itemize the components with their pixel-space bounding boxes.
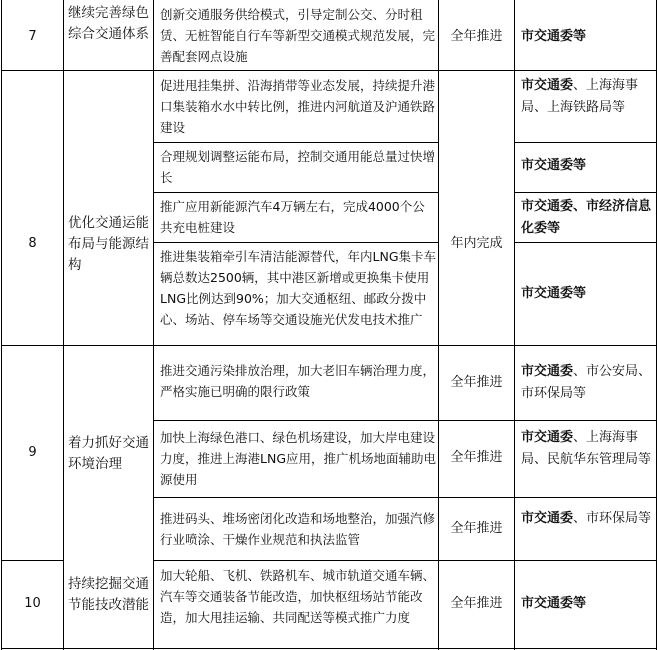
row-number: 9 <box>28 445 37 460</box>
task-text: 推进交通污染排放治理，加大老旧车辆治理力度，严格实施已明确的限行政策 <box>160 363 436 399</box>
table-hline <box>153 420 657 421</box>
table-hline <box>1 560 64 561</box>
task-text: 创新交通服务供给模式，引导定制公交、分时租赁、无桩智能自行车等新型交通模式规范发展，完善配套网点设施 <box>160 7 436 64</box>
responsible-dept <box>521 155 653 177</box>
table-hline <box>153 142 439 143</box>
task-text: 合理规划调整运能布局，控制交通用能总量过快增长 <box>160 149 436 185</box>
lead-dept: 市交通委等 <box>521 29 587 44</box>
lead-dept: 市交通委等 <box>521 158 587 173</box>
table-vline <box>63 0 64 650</box>
responsible-dept <box>521 283 653 305</box>
task-text: 加快上海绿色港口、绿色机场建设，加大岸电建设力度，推进上海港LNG应用，推广机场地面辅助电源使用 <box>160 430 437 487</box>
table-hline <box>1 648 657 649</box>
schedule: 全年推进 <box>450 450 503 465</box>
table-vline <box>656 0 657 650</box>
schedule: 年内完成 <box>450 236 503 251</box>
table-hline <box>514 192 657 193</box>
table-hline <box>514 142 657 143</box>
responsible-dept <box>521 593 653 615</box>
other-depts: 、市环保局等 <box>573 511 652 526</box>
table-hline <box>153 560 657 561</box>
lead-dept: 市交通委 <box>521 430 574 445</box>
responsible-dept <box>521 427 653 471</box>
lead-dept: 市交通委等 <box>521 286 587 301</box>
responsible-dept <box>521 508 653 530</box>
measure-name: 优化交通运能布局与能源结构 <box>68 215 149 273</box>
lead-dept: 市交通委等 <box>521 596 587 611</box>
table-vline <box>1 0 2 650</box>
table-vline <box>438 0 439 650</box>
lead-dept: 市交通委、市经济信息化委等 <box>521 199 652 236</box>
task-text: 推进集装箱牵引车清洁能源替代，年内LNG集卡车辆总数达2500辆，其中港区新增或更换集卡使用LNG比例达到90%；加大交通枢纽、邮政分拨中心、场站、停车场等交通设施光伏发电技术推广 <box>160 249 437 327</box>
table-vline <box>153 0 154 650</box>
schedule: 全年推进 <box>450 375 503 390</box>
table-hline <box>153 497 657 498</box>
task-text: 促进甩挂集拼、沿海捎带等业态发展，持续提升港口集装箱水水中转比例，推进内河航道及沪通铁路建设 <box>160 78 436 135</box>
measure-name: 着力抓好交通环境治理 <box>68 435 149 472</box>
schedule: 全年推进 <box>450 596 503 611</box>
row-number: 8 <box>28 236 37 251</box>
responsible-dept <box>521 361 653 405</box>
responsible-dept <box>521 26 653 48</box>
row-number: 10 <box>24 596 41 611</box>
schedule: 全年推进 <box>450 29 503 44</box>
table-hline <box>1 345 657 346</box>
other-depts: 、市公安局、市环保局等 <box>521 364 652 401</box>
responsible-dept <box>521 196 653 240</box>
lead-dept: 市交通委 <box>521 78 574 93</box>
measure-name: 持续挖掘交通节能技改潜能 <box>68 576 149 613</box>
task-text: 推进码头、堆场密闭化改造和场地整治，加强汽修行业喷涂、干燥作业规范和执法监管 <box>160 511 436 547</box>
other-depts: 、上海海事局、上海铁路局等 <box>521 78 639 115</box>
row-number: 7 <box>28 29 37 44</box>
measure-name: 继续完善绿色综合交通体系 <box>68 5 149 42</box>
table-hline <box>153 242 439 243</box>
lead-dept: 市交通委 <box>521 364 574 379</box>
task-text: 加大轮船、飞机、铁路机车、城市轨道交通车辆、汽车等交通装备节能改造，加快枢纽场站节能改造，加大甩挂运输、共同配送等模式推广力度 <box>160 568 436 625</box>
responsible-dept <box>521 75 653 119</box>
task-text: 推广应用新能源汽车4万辆左右，完成4000个公共充电桩建设 <box>160 199 425 235</box>
table-vline <box>514 0 515 650</box>
lead-dept: 市交通委 <box>521 511 574 526</box>
table-hline <box>1 70 657 71</box>
other-depts: 、上海海事局、民航华东管理局等 <box>521 430 652 467</box>
table-hline <box>153 192 439 193</box>
table-hline <box>514 242 657 243</box>
schedule: 全年推进 <box>450 521 503 536</box>
